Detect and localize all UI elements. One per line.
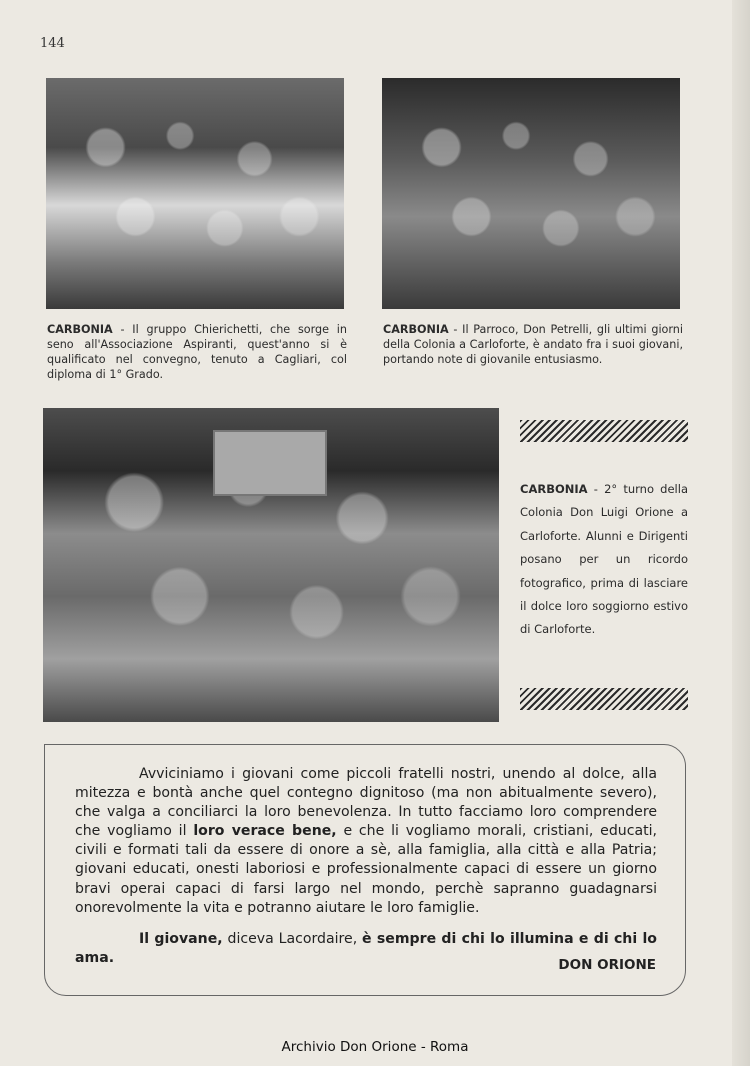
decorative-ornament-top xyxy=(520,420,688,442)
caption-photo-2 xyxy=(383,322,683,367)
caption-text: - Il Parroco, Don Petrelli, gli ultimi giorni della Colonia a Carloforte, è andato fra i suoi giovani, portando note di giovanile entusiasmo. xyxy=(383,323,683,366)
caption-text: - 2° turno della Colonia Don Luigi Orione a Carloforte. Alunni e Dirigenti posano per un ricordo fotografico, prima di lasciare il dolce loro soggiorno estivo di Carloforte. xyxy=(520,482,688,637)
quote-signature: DON ORIONE xyxy=(558,957,656,973)
quote-paragraph-1 xyxy=(75,765,657,918)
caption-place: CARBONIA xyxy=(520,482,588,496)
decorative-ornament-bottom xyxy=(520,688,688,710)
quote-bold-phrase: è sempre di chi lo illumina e di chi lo ama. xyxy=(75,931,657,967)
page-edge xyxy=(732,0,750,1066)
caption-text: - Il gruppo Chierichetti, che sorge in seno all'Associazione Aspiranti, quest'anno si è qualificato nel convegno, tenuto a Cagliari, col diploma di 1° Grado. xyxy=(47,323,347,381)
caption-photo-3 xyxy=(520,478,688,642)
caption-place: CARBONIA xyxy=(47,323,113,336)
quote-text-part: diceva Lacordaire, xyxy=(222,931,363,947)
photo-parish-priest-with-youth xyxy=(382,78,680,309)
caption-photo-1 xyxy=(47,322,347,382)
quote-bold-phrase: Il giovane, xyxy=(139,931,223,947)
archive-footer: Archivio Don Orione - Roma xyxy=(281,1039,469,1055)
page-number: 144 xyxy=(40,36,65,51)
caption-place: CARBONIA xyxy=(383,323,449,336)
quote-bold-phrase: loro verace bene, xyxy=(193,823,337,840)
quote-text-part: e che li vogliamo morali, cristiani, educati, civili e formati tali da essere di onore a sè, alla famiglia, alla città e alla Patria; giovani educati, onesti laboriosi e professionalmente capaci di essere un giorno bravi operai capaci di farsi largo nel mondo, perchè sapranno guadagnarsi onorevolmente la vita e potranno aiutare le loro famiglie. xyxy=(75,823,658,916)
photo-altar-boys-group xyxy=(46,78,344,309)
quote-text-part: Avviciniamo i giovani come piccoli fratelli nostri, unendo al dolce, alla mitezza e bontà anche quel contegno dignitoso (ma non abitualmente severo), che valga a conciliarci la loro benevolenza. In tutto facciamo loro comprendere che vogliamo il xyxy=(75,766,657,840)
photo-colony-group xyxy=(43,408,499,722)
